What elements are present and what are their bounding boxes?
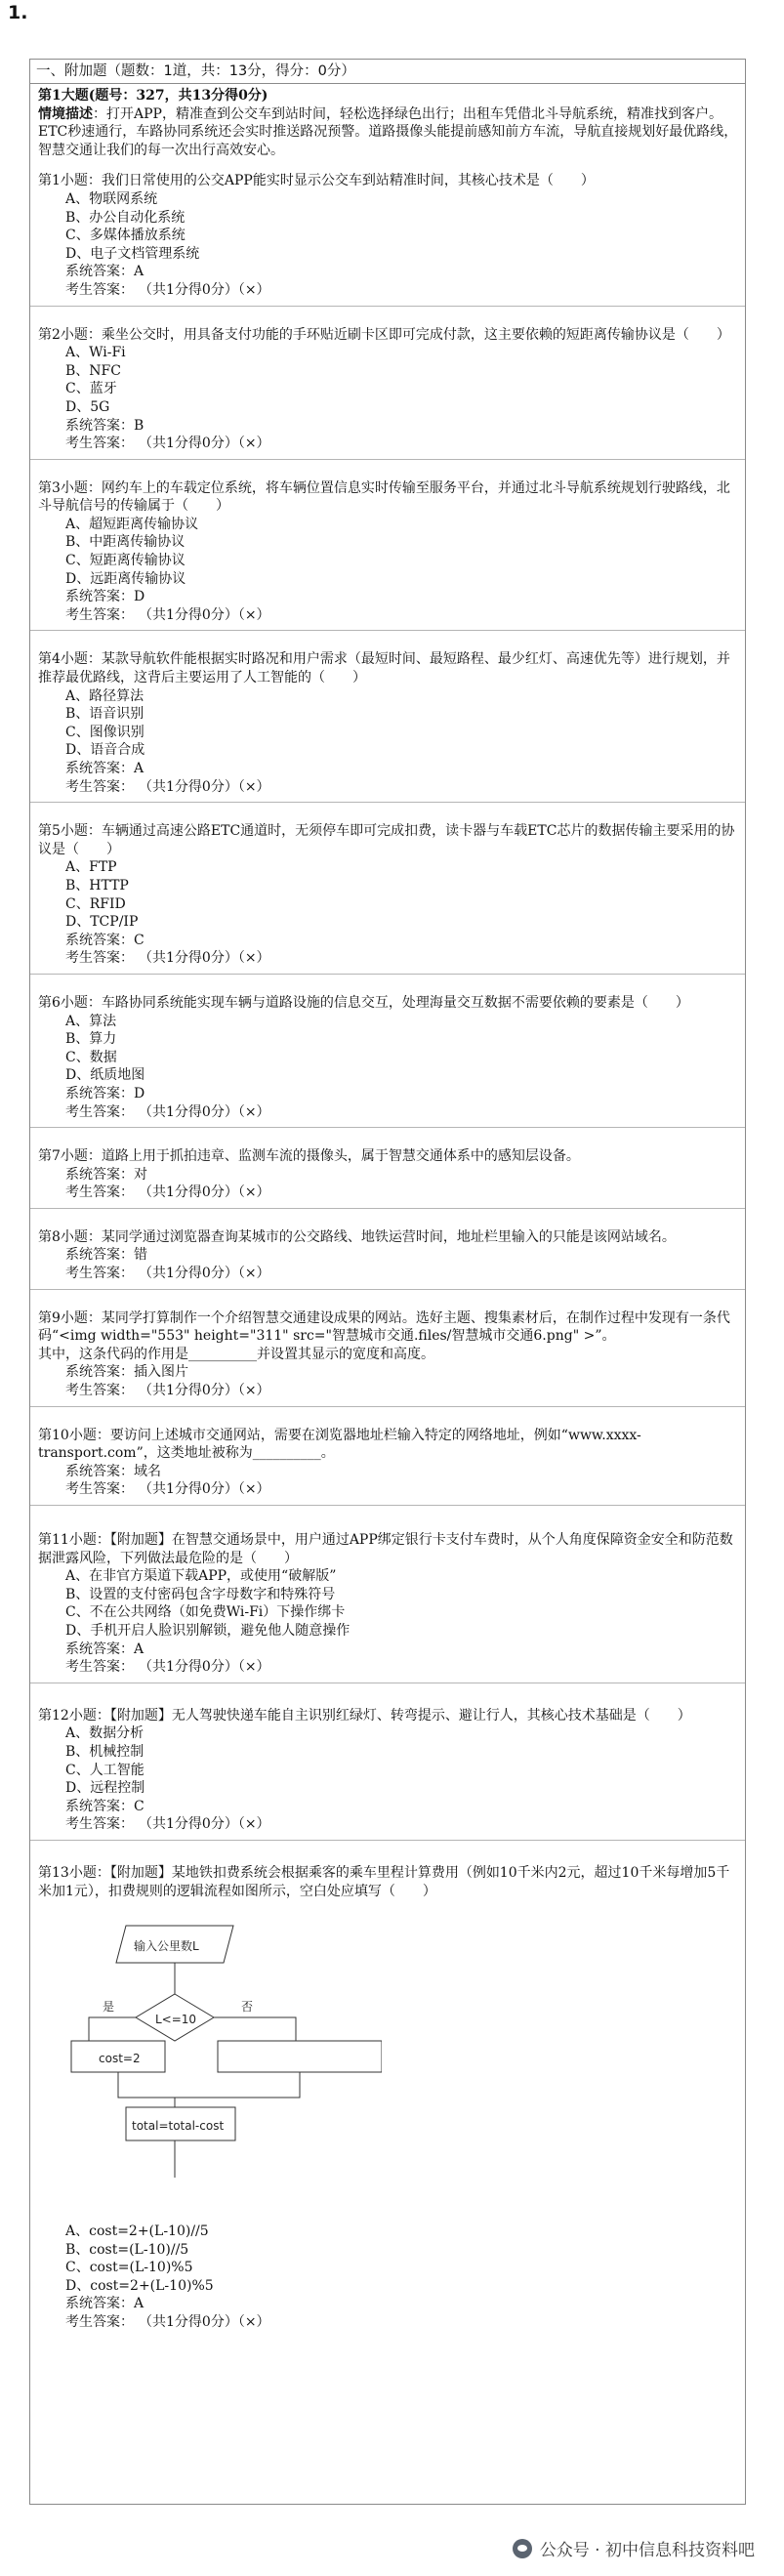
question-divider <box>30 1127 745 1128</box>
flow-input-label: 输入公里数L <box>134 1939 199 1954</box>
question-13 <box>38 1864 739 2339</box>
score-text: （共1分得0分）（×） <box>145 1266 270 1282</box>
system-answer-label: 系统答案： <box>65 761 134 776</box>
system-answer-label: 系统答案： <box>65 1641 134 1657</box>
student-answer <box>38 1480 739 1499</box>
system-answer-label: 系统答案： <box>65 932 134 948</box>
student-answer <box>38 1184 739 1202</box>
question-option: A、Wi-Fi <box>65 345 126 361</box>
system-answer-value: 插入图片 <box>134 1364 188 1381</box>
sheet-header: 一、附加题（题数：1道，共：13分，得分：0分） <box>30 60 745 84</box>
question-stem: 第11小题：【附加题】在智慧交通场景中，用户通过APP绑定银行卡支付车费时，从个人角度保障资金安全和防范数据泄露风险，下列做法最危险的是（ ） <box>38 1532 733 1566</box>
question-11 <box>38 1531 739 1690</box>
watermark-text: 公众号 · 初中信息科技资料吧 <box>539 2541 755 2560</box>
student-answer-label: 考生答案： <box>65 436 134 452</box>
question-divider <box>30 1840 745 1841</box>
student-answer-label: 考生答案： <box>65 2314 134 2331</box>
system-answer <box>38 2295 739 2313</box>
system-answer-value: A <box>134 761 144 776</box>
question-10 <box>38 1427 739 1513</box>
system-answer <box>38 1363 739 1382</box>
flow-yes-line <box>89 2017 136 2041</box>
system-answer-value: A <box>134 264 144 280</box>
system-answer <box>38 417 739 436</box>
system-answer-value: D <box>134 589 145 605</box>
question-option: C、多媒体播放系统 <box>65 228 186 244</box>
system-answer-label: 系统答案： <box>65 1247 134 1264</box>
question-option: A、在非官方渠道下载APP，或使用“破解版” <box>65 1568 337 1585</box>
score-text: （共1分得0分）（×） <box>145 950 270 967</box>
question-stem: 第4小题：某款导航软件能根据实时路况和用户需求（最短时间、最短路程、最少红灯、高速优先等）进行规划，并推荐最优路线，这背后主要运用了人工智能的（ ） <box>38 651 730 686</box>
wechat-icon <box>513 2539 532 2558</box>
question-divider <box>30 802 745 803</box>
question-option: C、图像识别 <box>65 724 144 740</box>
score-text: （共1分得0分）（×） <box>145 606 270 623</box>
question-list <box>38 172 739 2338</box>
scenario <box>38 105 739 160</box>
question-stem: 第13小题：【附加题】某地铁扣费系统会根据乘客的乘车里程计算费用（例如10千米内2元，超过10千米每增加5千米加1元），扣费规则的逻辑流程如图所示，空白处应填写（ ） <box>38 1864 730 1899</box>
question-stem: 第10小题：要访问上述城市交通网站，需要在浏览器地址栏输入特定的网络地址，例如“www.xxxx-transport.com”，这类地址被称为__________。 <box>38 1427 641 1462</box>
question-option: D、电子文档管理系统 <box>65 245 200 262</box>
student-answer-label: 考生答案： <box>65 950 134 967</box>
system-answer-label: 系统答案： <box>65 264 134 280</box>
system-answer-value: A <box>134 1641 144 1657</box>
question-option: B、语音识别 <box>65 706 144 723</box>
scenario-label: 情境描述 <box>38 105 93 122</box>
system-answer-value: C <box>134 1798 144 1814</box>
question-option: D、cost=2+(L-10)%5 <box>65 2277 214 2294</box>
question-option: C、RFID <box>65 895 126 912</box>
question-3 <box>38 479 739 639</box>
question-divider <box>30 459 745 460</box>
question-option: D、语音合成 <box>65 742 145 759</box>
question-option: B、算力 <box>65 1031 117 1048</box>
score-text: （共1分得0分）（×） <box>145 778 270 795</box>
score-text: （共1分得0分）（×） <box>145 1816 270 1833</box>
page-number: 1. <box>8 2 28 23</box>
system-answer <box>38 588 739 606</box>
question-8 <box>38 1228 739 1297</box>
question-stem: 第8小题：某同学通过浏览器查询某城市的公交路线、地铁运营时间，地址栏里输入的只能是该网站域名。 <box>38 1228 676 1245</box>
question-option: C、数据 <box>65 1049 117 1065</box>
student-answer <box>38 281 739 300</box>
question-divider <box>30 630 745 631</box>
question-option: D、5G <box>65 398 110 415</box>
question-option: C、短距离传输协议 <box>65 553 186 569</box>
question-stem: 第5小题：车辆通过高速公路ETC通道时，无须停车即可完成扣费，读卡器与车载ETC芯片的数据传输主要采用的协议是（ ） <box>38 823 735 857</box>
question-option: D、手机开启人脸识别解锁，避免他人随意操作 <box>65 1622 351 1639</box>
system-answer-value: D <box>134 1085 145 1101</box>
question-option: D、纸质地图 <box>65 1067 145 1084</box>
system-answer <box>38 1166 739 1184</box>
question-divider <box>30 1406 745 1407</box>
student-answer <box>38 2313 739 2332</box>
question-option: A、物联网系统 <box>65 190 158 207</box>
system-answer-label: 系统答案： <box>65 1166 134 1183</box>
score-text: （共1分得0分）（×） <box>145 281 270 298</box>
system-answer <box>38 1085 739 1103</box>
question-divider <box>30 1505 745 1506</box>
system-answer-label: 系统答案： <box>65 589 134 605</box>
question-option: A、FTP <box>65 859 117 876</box>
answer-sheet <box>29 59 746 2505</box>
flow-yes-label: 是 <box>103 2000 115 2015</box>
question-12 <box>38 1707 739 1848</box>
student-answer <box>38 1265 739 1283</box>
question-option: A、cost=2+(L-10)//5 <box>65 2223 209 2240</box>
question-option: B、机械控制 <box>65 1743 144 1760</box>
question-stem: 第7小题：道路上用于抓拍违章、监测车流的摄像头，属于智慧交通体系中的感知层设备。 <box>38 1148 580 1165</box>
student-answer <box>38 1658 739 1677</box>
score-text: （共1分得0分）（×） <box>145 436 270 452</box>
score-text: （共1分得0分）（×） <box>145 1659 270 1676</box>
question-6 <box>38 994 739 1135</box>
question-5 <box>38 822 739 981</box>
question-stem: 第6小题：车路协同系统能实现车辆与道路设施的信息交互，处理海量交互数据不需要依赖的要素是（ ） <box>38 994 689 1011</box>
score-text: （共1分得0分）（×） <box>145 1481 270 1498</box>
student-answer-label: 考生答案： <box>65 1481 134 1498</box>
system-answer <box>38 1798 739 1816</box>
system-answer-value: C <box>134 932 144 948</box>
system-answer <box>38 1641 739 1659</box>
scenario-text: ：打开APP，精准查到公交车到站时间，轻松选择绿色出行；出租车凭借北斗导航系统，精准找到客户。ETC秒速通行，车路协同系统还会实时推送路况预警。道路摄像头能提前感知前方车流，导航直接规划好最优路线，智慧交通让我们的每一次出行高效安心。 <box>38 105 738 158</box>
question-divider <box>30 1289 745 1290</box>
system-answer-label: 系统答案： <box>65 1463 134 1479</box>
question-7 <box>38 1147 739 1216</box>
system-answer-value: 对 <box>134 1166 147 1183</box>
question-option: B、设置的支付密码包含字母数字和特殊符号 <box>65 1586 336 1602</box>
section-title: 第1大题(题号：327，共13分得0分) <box>38 88 268 104</box>
flow-bottom-label: total=total-cost <box>132 2119 225 2134</box>
question-divider <box>30 974 745 975</box>
question-1 <box>38 172 739 312</box>
question-option: A、数据分析 <box>65 1725 144 1742</box>
student-answer <box>38 949 739 968</box>
student-answer <box>38 435 739 453</box>
question-2 <box>38 326 739 467</box>
system-answer <box>38 1463 739 1481</box>
question-option: D、远程控制 <box>65 1780 145 1797</box>
student-answer-label: 考生答案： <box>65 1103 134 1120</box>
question-extra: 其中，这条代码的作用是__________并设置其显示的宽度和高度。 <box>38 1346 434 1362</box>
student-answer-label: 考生答案： <box>65 1266 134 1282</box>
system-answer-value: 域名 <box>134 1463 161 1479</box>
question-option: B、NFC <box>65 362 121 379</box>
student-answer-label: 考生答案： <box>65 1184 134 1201</box>
question-4 <box>38 650 739 810</box>
question-divider <box>30 1208 745 1209</box>
question-option: D、TCP/IP <box>65 914 139 931</box>
question-option: C、蓝牙 <box>65 381 117 397</box>
flow-condition-label: L<=10 <box>155 2013 197 2027</box>
student-answer-label: 考生答案： <box>65 1383 134 1399</box>
question-option: C、不在公共网络（如免费Wi-Fi）下操作绑卡 <box>65 1604 346 1621</box>
student-answer-label: 考生答案： <box>65 778 134 795</box>
question-option: C、cost=(L-10)%5 <box>65 2260 193 2276</box>
system-answer <box>38 1246 739 1265</box>
student-answer-label: 考生答案： <box>65 281 134 298</box>
system-answer <box>38 932 739 950</box>
system-answer-label: 系统答案： <box>65 2296 134 2312</box>
score-text: （共1分得0分）（×） <box>145 2314 270 2331</box>
flow-merge-left <box>118 2072 175 2107</box>
system-answer-label: 系统答案： <box>65 1085 134 1101</box>
question-option: A、超短距离传输协议 <box>65 516 199 532</box>
flow-merge-right <box>175 2072 300 2098</box>
watermark <box>513 2536 755 2560</box>
student-answer-label: 考生答案： <box>65 606 134 623</box>
score-text: （共1分得0分）（×） <box>145 1103 270 1120</box>
student-answer <box>38 1815 739 1834</box>
question-stem: 第1小题：我们日常使用的公交APP能实时显示公交车到站精准时间，其核心技术是（ ） <box>38 173 595 189</box>
question-option: B、HTTP <box>65 877 129 893</box>
student-answer <box>38 778 739 797</box>
system-answer <box>38 263 739 281</box>
question-option: B、办公自动化系统 <box>65 209 186 226</box>
system-answer-value: B <box>134 417 144 434</box>
system-answer <box>38 760 739 778</box>
question-option: A、路径算法 <box>65 687 144 704</box>
question-stem: 第2小题：乘坐公交时，用具备支付功能的手环贴近刷卡区即可完成付款，这主要依赖的短距离传输协议是（ ） <box>38 326 730 343</box>
student-answer-label: 考生答案： <box>65 1659 134 1676</box>
system-answer-value: A <box>134 2296 144 2312</box>
flowchart <box>69 1912 382 2223</box>
question-9 <box>38 1309 739 1414</box>
question-option: A、算法 <box>65 1013 117 1029</box>
question-divider <box>30 306 745 307</box>
flow-blank-box <box>218 2041 382 2072</box>
question-option: C、人工智能 <box>65 1762 144 1778</box>
flow-no-label: 否 <box>241 2000 254 2015</box>
student-answer <box>38 1103 739 1122</box>
flow-no-line <box>214 2017 296 2041</box>
question-option: D、远距离传输协议 <box>65 570 186 587</box>
question-option: B、cost=(L-10)//5 <box>65 2241 189 2258</box>
system-answer-label: 系统答案： <box>65 1798 134 1814</box>
question-stem: 第3小题：网约车上的车载定位系统，将车辆位置信息实时传输至服务平台，并通过北斗导航系统规划行驶路线，北斗导航信号的传输属于（ ） <box>38 479 730 515</box>
student-answer <box>38 606 739 625</box>
flow-left-label: cost=2 <box>99 2052 141 2066</box>
system-answer-label: 系统答案： <box>65 417 134 434</box>
sheet-content <box>30 84 745 2339</box>
student-answer-label: 考生答案： <box>65 1816 134 1833</box>
student-answer <box>38 1382 739 1400</box>
score-text: （共1分得0分）（×） <box>145 1383 270 1399</box>
question-stem: 第9小题：某同学打算制作一个介绍智慧交通建设成果的网站。选好主题、搜集素材后，在制作过程中发现有一条代码“<img width="553" height="311" src="智慧城市交通.files/智慧城市交通6.png" >”。 <box>38 1309 730 1345</box>
score-text: （共1分得0分）（×） <box>145 1184 270 1201</box>
question-option: B、中距离传输协议 <box>65 534 186 551</box>
system-answer-value: 错 <box>134 1247 147 1264</box>
question-stem: 第12小题：【附加题】无人驾驶快递车能自主识别红绿灯、转弯提示、避让行人，其核心技术基础是（ ） <box>38 1707 691 1724</box>
system-answer-label: 系统答案： <box>65 1364 134 1381</box>
